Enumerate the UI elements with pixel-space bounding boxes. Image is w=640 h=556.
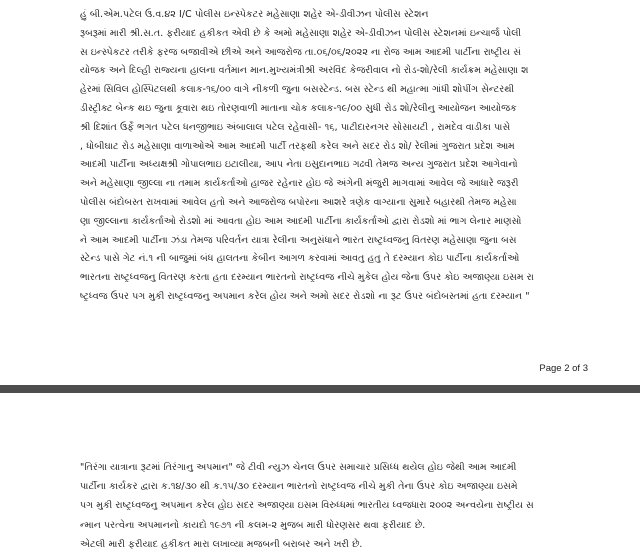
- text-line: "તિરંગા યાત્રાના રૂટમાં તિરંગાનુ અપમાન" જે ટીવી ન્યુઝ ચેનલ ઉપર સમાચાર પ્રસિધ્ધ થયેલ હોઇ જેથી આમ આદમી: [80, 462, 517, 473]
- text-line: યોજક અને દિલ્હી રાજ્યના હાલના વર્તમાન માન.મુખ્યમંત્રીશ્રી અરવિંદ કેજરીવાલ નો રોડ-શો/રેલી કાર્યક્રમ મહેસાણા શ: [80, 65, 529, 77]
- text-line: હેરમાં સિવિલ હોસ્પિટલથી કલાક-૧૬/૦૦ વાગે નીકળી જુના બસસ્ટેન્ડ. બસ સ્ટેન્ડ થી મહાત્મા ગાંધી શોપીંગ સેન્ટરથી: [80, 84, 515, 96]
- text-line: પોલીસ બંદોબસ્ત રાખવામાં આવેલ હતો અને આજરોજ બપોરના આશરે ત્રણેક વાગ્યાના સુમારે બહારથી તેમજ મહેસા: [80, 196, 517, 208]
- page-separator: [0, 385, 640, 393]
- text-line: , ધોબીઘાટ રોડ મહેસાણા વાળાઓએ આમ આદમી પાર્ટી તરફથી કરેલ અને સદર રોડ શો/ રેલીમાં ગુજરાત પ્રદેશ આમ: [80, 140, 515, 152]
- text-line: હું બી.એમ.પટેલ ઉ.વ.૪૨ I/C પોલીસ ઇન્સ્પેકટર મહેસાણા શહેર એ-ડીવીઝન પોલીસ સ્ટેશન: [80, 9, 429, 20]
- text-line: સ ઇન્સ્પેકટર તરીકે ફરજ બજાવીએ છીએ અને આજરોજ તા.૦૬/૦૬/૨૦૨૨ ના રોજ આમ આદમી પાર્ટીના રાષ્ટ્રીય સં: [80, 46, 521, 58]
- text-line: ણા જીલ્લાના કાર્યકર્તાઓ રોડશો માં આવતા હોઇ આમ આદમી પાર્ટીના કાર્યકર્તાઓ દ્વારા રોડશો માં ભાગ લેનાર માણસો: [80, 215, 522, 227]
- page-number: Page 2 of 3: [539, 363, 588, 374]
- text-line: ન્માન પરત્વેના અપમાનનો કાયદો ૧૯૭૧ ની કલમ-૨ મુજબ મારી ધોરણસર થવા ફરીયાદ છે.: [80, 519, 426, 531]
- text-line: આદમી પાર્ટીના અધ્યક્ષશ્રી ગોપાલભાઇ ઇટાલીયા, આપ નેતા ઇસુદાનભાઇ ગઢવી તેમજ અન્ય ગુજરાત પ્રદેશ આગેવાનો: [80, 159, 518, 171]
- text-line: સ્ટેન્ડ પાસે ગેટ નં.૧ ની બાજુમાં બંધ હાલતના કેબીન આગળ કરવામાં આવતુ હતુ તે દરમ્યાન કોઇ પાર્ટીના કાર્યકર્તાઓ: [80, 253, 520, 265]
- text-line: ને આમ આદમી પાર્ટીના ઝંડા તેમજ પરિવર્તન યાત્રા રેલીના અનુસંધાને ભારત રાષ્ટ્રધ્વજનુ વિતરણ મહેસાણા જુના બસ: [80, 234, 517, 246]
- text-line: એટલી મારી ફરીયાદ હકીકત મારા લખાવ્યા મજબની બરાબર અને ખરી છે.: [80, 538, 363, 550]
- text-line: પાર્ટીના કાર્યકર દ્વારા ક.૧૪/૩૦ થી ક.૧૫/૩૦ દરમ્યાન ભારતનો રાષ્ટ્રધ્વજ નીચે મુકી તેના ઉપર કોઇ અજાણ્યા ઇસમે: [80, 481, 518, 493]
- text-line: ભારતના રાષ્ટ્રધ્વજનુ વિતરણ કરતા હતા દરમ્યાન ભારતનો રાષ્ટ્રધ્વજ નીચે મુકેલ હોય જેના ઉપર કોઇ અજાણ્યા ઇસમ રા: [80, 272, 534, 284]
- complaint-paragraph: [80, 6, 580, 307]
- text-line: અને મહેસાણા જીલ્લા ના તમામ કાર્યકર્તાઓ હાજર રહેનાર હોઇ જે અંગેની મંજુરી માગવામાં આવેલ જે આધારે જરૂરી: [80, 178, 519, 190]
- text-line: ષ્ટ્રધ્વજ ઉપર પગ મુકી રાષ્ટ્રધ્વજનુ અપમાન કરેલ હોય અને અમો સદર રોડશો ના રૂટ ઉપર બંદોબસ્તમાં હતા દરમ્યાન ": [80, 290, 530, 302]
- document-page-3: [0, 393, 640, 556]
- text-line: રૂબરૂમાં મારી શ્રી.સ.ત. ફરીયાદ હકીકત એવી છે કે અમો મહેસાણા શહેર એ-ડીવીઝન પોલીસ સ્ટેશનમાં ઇન્ચાર્જ પોલી: [80, 27, 522, 39]
- complaint-paragraph-continued: [80, 458, 580, 554]
- text-line: શ્રી દિશાંત ઉર્ફે ભગત પટેલ ધનજીભાઇ અંબાલાલ પટેલ રહેવાસી- ૧૬, પાટીદારનગર સોસાયટી , રામદેવ વાડીકા પાસે: [80, 121, 511, 133]
- text-line: ડીસ્ટ્રીક્ટ બેન્ક થઇ જુના કૂવારા થઇ તોરણવાળી માતાના ચોક કલાક-૧૯/૦૦ સુધી રોડ શો/રેલીનુ આયોજન આયોજક: [80, 102, 517, 114]
- text-line: પગ મુકી રાષ્ટ્રધ્વજનુ અપમાન કરેલ હોઇ સદર અજાણ્યા ઇસમ વિરુધ્ધમાં ભારતીય ધ્વજધારા ૨૦૦૨ અન્વયેના રાષ્ટ્રીય સ: [80, 500, 534, 512]
